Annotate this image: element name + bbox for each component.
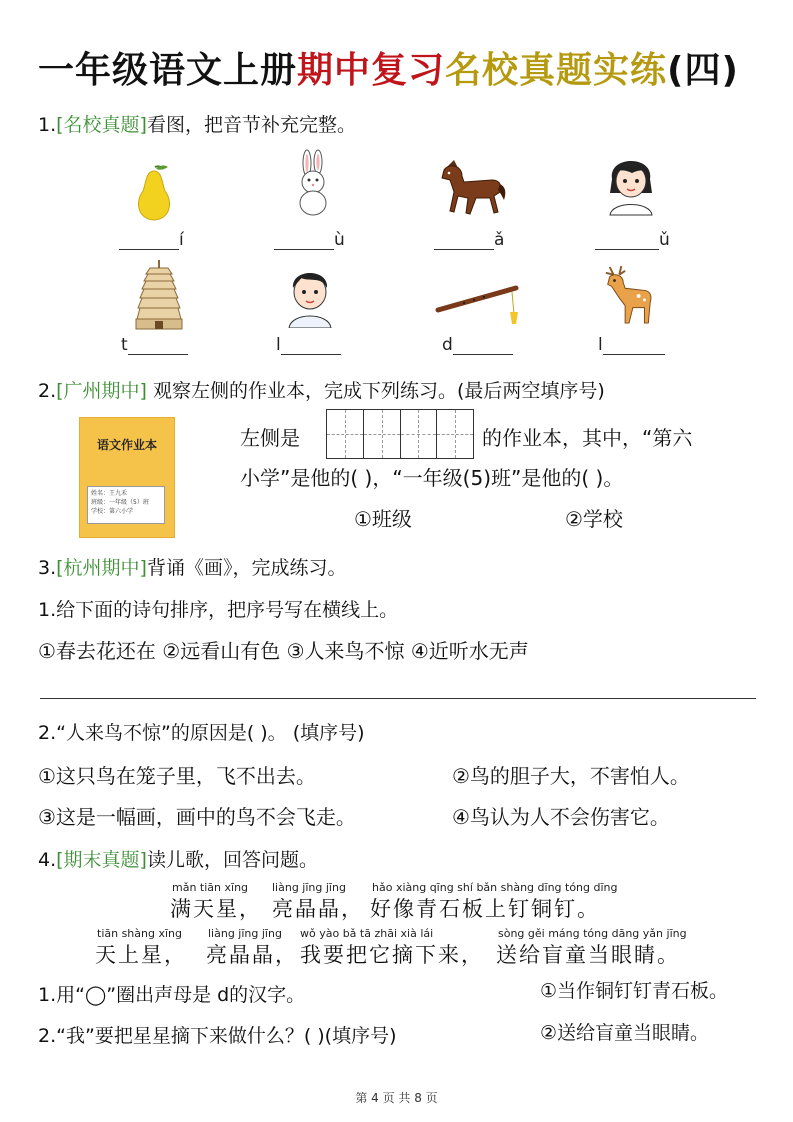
notebook-name-row	[91, 489, 161, 498]
notebook-name-value: 王九禾	[109, 490, 128, 497]
title-part1: 一年级语文上册	[38, 50, 298, 91]
q1-blank-1[interactable]	[119, 230, 184, 250]
page-title	[38, 42, 739, 93]
q1-blank-7[interactable]	[442, 335, 513, 355]
notebook-school-value: 第六小学	[109, 508, 134, 515]
q3-sub1: 1.给下面的诗句排序，把序号写在横线上。	[38, 599, 399, 621]
poem-phrase: 好像青石板上钉铜钉。	[370, 897, 600, 921]
q4-option-2: ②送给盲童当眼睛。	[540, 1022, 710, 1044]
q1-blank-6-initial: l	[276, 335, 281, 355]
q1-blank-3-rhyme: ǎ	[494, 230, 505, 250]
rabbit-icon	[283, 152, 341, 214]
q1-blank-3[interactable]	[434, 230, 504, 250]
tianzige-grid[interactable]	[326, 409, 474, 459]
q3-option-1: ①这只鸟在笼子里，飞不出去。	[38, 764, 316, 788]
poem-phrase: 亮晶晶，	[272, 897, 364, 921]
q1-text: 看图，把音节补充完整。	[146, 114, 356, 136]
notebook-name-label: 姓名：	[91, 490, 110, 497]
notebook-class-row	[91, 498, 161, 507]
q1-heading	[38, 110, 356, 137]
q2-tag: [广州期中]	[56, 380, 147, 402]
q1-blank-1-rhyme: í	[179, 230, 184, 250]
pinyin: liàng jīng jīng	[208, 927, 282, 940]
q4-option-1: ①当作铜钉钉青石板。	[540, 980, 729, 1002]
q3-poem-lines: ①春去花还在 ②远看山有色 ③人来鸟不惊 ④近听水无声	[38, 639, 529, 663]
notebook-school-row	[91, 507, 161, 516]
tianzige-cell[interactable]	[327, 410, 364, 458]
q3-num: 3.	[38, 557, 57, 579]
q3-option-4: ④鸟认为人不会伤害它。	[452, 805, 670, 829]
q2-heading	[38, 376, 605, 403]
q2-num: 2.	[38, 380, 57, 402]
q4-tag: [期末真题]	[56, 849, 147, 871]
title-part4: (四)	[667, 50, 739, 91]
q2-option-1: ①班级	[354, 507, 412, 531]
q1-blank-7-initial: d	[442, 335, 453, 355]
horse-icon	[436, 156, 508, 218]
flute-icon	[434, 280, 524, 326]
q1-blank-2[interactable]	[274, 230, 345, 250]
q1-blank-5[interactable]	[121, 335, 188, 355]
poem-phrase: 送给盲童当眼睛。	[496, 943, 680, 967]
deer-icon	[600, 262, 658, 330]
pagoda-icon	[130, 258, 188, 332]
q1-blank-4[interactable]	[595, 230, 670, 250]
pinyin: mǎn tiān xīng	[172, 881, 249, 894]
q3-text: 背诵《画》，完成练习。	[146, 557, 347, 579]
q1-blank-8-initial: l	[598, 335, 603, 355]
poem-phrase: 满天星，	[170, 897, 262, 921]
notebook-label	[87, 486, 165, 524]
poem-phrase: 我要把它摘下来，	[300, 943, 484, 967]
notebook-class-value: 一年级（5）班	[109, 499, 149, 506]
q4-num: 4.	[38, 849, 57, 871]
q4-text: 读儿歌，回答问题。	[146, 849, 318, 871]
notebook-image	[79, 417, 175, 538]
q2-text: 观察左侧的作业本，完成下列练习。(最后两空填序号)	[153, 380, 605, 402]
q1-blank-6[interactable]	[276, 335, 341, 355]
q1-tag: [名校真题]	[56, 114, 147, 136]
pinyin: hǎo xiàng qīng shí bǎn shàng dīng tóng dīng	[372, 881, 618, 894]
q1-blank-5-initial: t	[121, 335, 128, 355]
q2-line1b: 的作业本，其中，“第六	[482, 426, 693, 450]
pinyin: tiān shàng xīng	[97, 927, 182, 940]
poem-phrase: 天上星，	[95, 943, 187, 967]
q2-option-2: ②学校	[565, 507, 623, 531]
notebook-school-label: 学校：	[91, 508, 110, 515]
poem-phrase: 亮晶晶，	[206, 943, 298, 967]
pear-icon	[125, 162, 183, 224]
boy-icon	[281, 262, 339, 328]
notebook-class-label: 班级：	[91, 499, 110, 506]
answer-line[interactable]	[40, 698, 756, 699]
q4-sub1: 1.用“◯”圈出声母是 d的汉字。	[38, 984, 306, 1006]
tianzige-cell[interactable]	[437, 410, 473, 458]
tianzige-cell[interactable]	[364, 410, 401, 458]
pinyin: wǒ yào bǎ tā zhāi xià lái	[300, 927, 434, 940]
q4-sub2: 2.“我”要把星星摘下来做什么？( )(填序号)	[38, 1025, 397, 1047]
pinyin: liàng jīng jīng	[272, 881, 346, 894]
q3-option-3: ③这是一幅画，画中的鸟不会飞走。	[38, 805, 356, 829]
page-number: 第 4 页 共 8 页	[355, 1091, 438, 1105]
q1-blank-2-rhyme: ù	[334, 230, 345, 250]
q2-line2: 小学”是他的( )，“一年级(5)班”是他的( )。	[240, 466, 624, 490]
q3-sub2: 2.“人来鸟不惊”的原因是( )。 (填序号)	[38, 722, 365, 744]
notebook-title: 语文作业本	[96, 438, 157, 452]
q3-option-2: ②鸟的胆子大，不害怕人。	[452, 764, 690, 788]
girl-icon	[602, 152, 660, 214]
pinyin: sòng gěi máng tóng dāng yǎn jīng	[498, 927, 687, 940]
q3-heading	[38, 553, 346, 580]
q1-blank-4-rhyme: ǔ	[659, 230, 670, 250]
q1-num: 1.	[38, 114, 57, 136]
q1-blank-8[interactable]	[598, 335, 665, 355]
q2-line1a: 左侧是	[240, 426, 300, 450]
tianzige-cell[interactable]	[401, 410, 438, 458]
q3-tag: [杭州期中]	[56, 557, 147, 579]
title-part2: 期中复习	[297, 50, 446, 91]
q4-heading	[38, 845, 318, 872]
title-part3: 名校真题实练	[445, 50, 668, 91]
